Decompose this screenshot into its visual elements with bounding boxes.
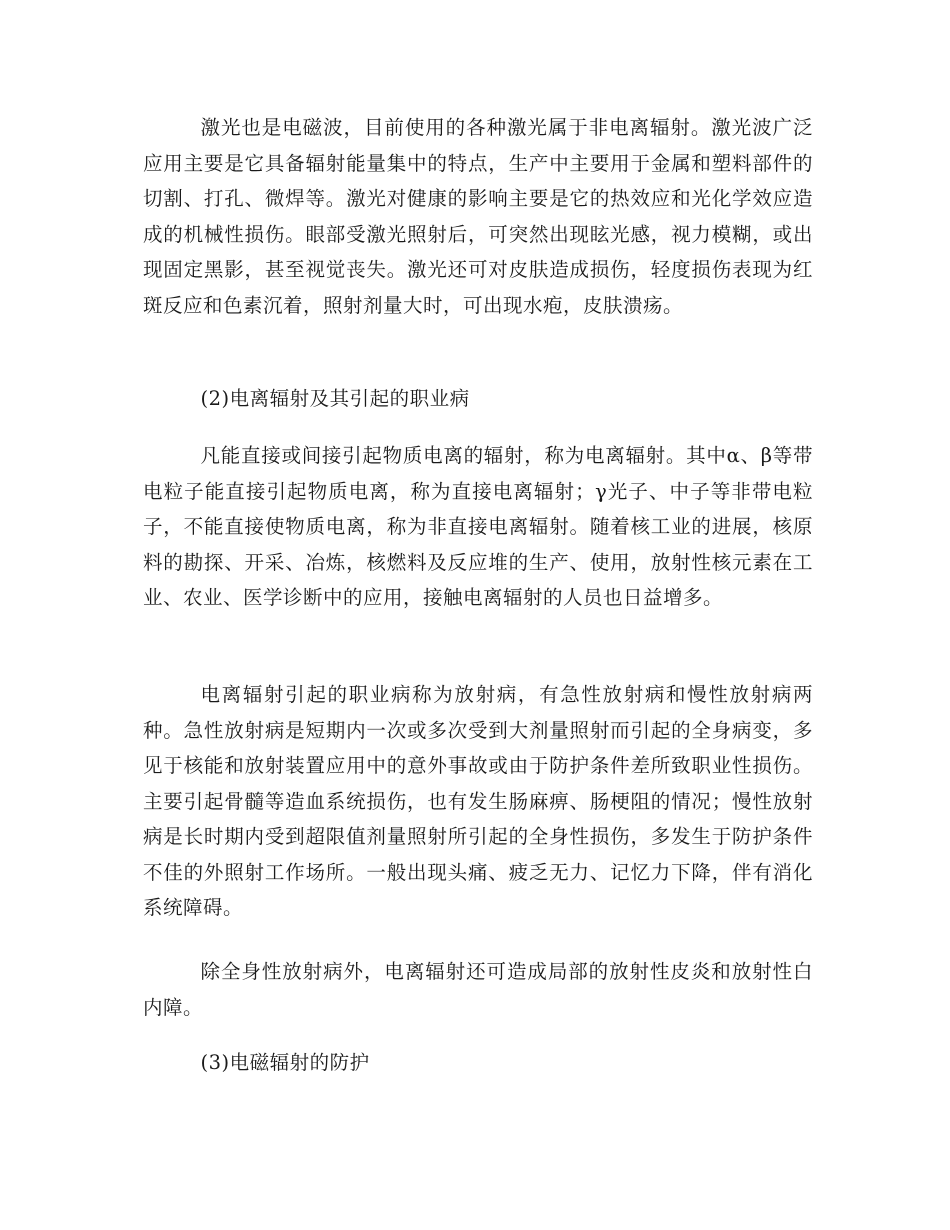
section-heading-ionizing-radiation: (2)电离辐射及其引起的职业病 (200, 387, 470, 410)
section-heading-protection: (3)电磁辐射的防护 (200, 1051, 370, 1074)
paragraph-radiation-sickness: 电离辐射引起的职业病称为放射病，有急性放射病和慢性放射病两种。急性放射病是短期内一次或多次受到大剂量照射而引起的全身病变，多见于核能和放射装置应用中的意外事故或由于防护条件差所致职业性损伤。主要引起骨髓等造血系统损伤，也有发生肠麻痹、肠梗阻的情况；慢性放射病是长时期内受到超限值剂量照射所引起的全身性损伤，多发生于防护条件不佳的外照射工作场所。一般出现头痛、疲乏无力、记忆力下降，伴有消化系统障碍。 (143, 683, 813, 919)
paragraph-ionizing-radiation-definition: 凡能直接或间接引起物质电离的辐射，称为电离辐射。其中α、β等带电粒子能直接引起物质电离，称为直接电离辐射；γ光子、中子等非带电粒子，不能直接使物质电离，称为非直接电离辐射。随着核工业的进展，核原料的勘探、开采、冶炼，核燃料及反应堆的生产、使用，放射性核元素在工业、农业、医学诊断中的应用，接触电离辐射的人员也日益增多。 (143, 444, 813, 609)
paragraph-laser: 激光也是电磁波，目前使用的各种激光属于非电离辐射。激光波广泛应用主要是它具备辐射能量集中的特点，生产中主要用于金属和塑料部件的切割、打孔、微焊等。激光对健康的影响主要是它的热效应和光化学效应造成的机械性损伤。眼部受激光照射后，可突然出现眩光感，视力模糊，或出现固定黑影，甚至视觉丧失。激光还可对皮肤造成损伤，轻度损伤表现为红斑反应和色素沉着，照射剂量大时，可出现水疱，皮肤溃疡。 (143, 116, 813, 317)
paragraph-local-effects: 除全身性放射病外，电离辐射还可造成局部的放射性皮炎和放射性白内障。 (143, 960, 813, 1019)
